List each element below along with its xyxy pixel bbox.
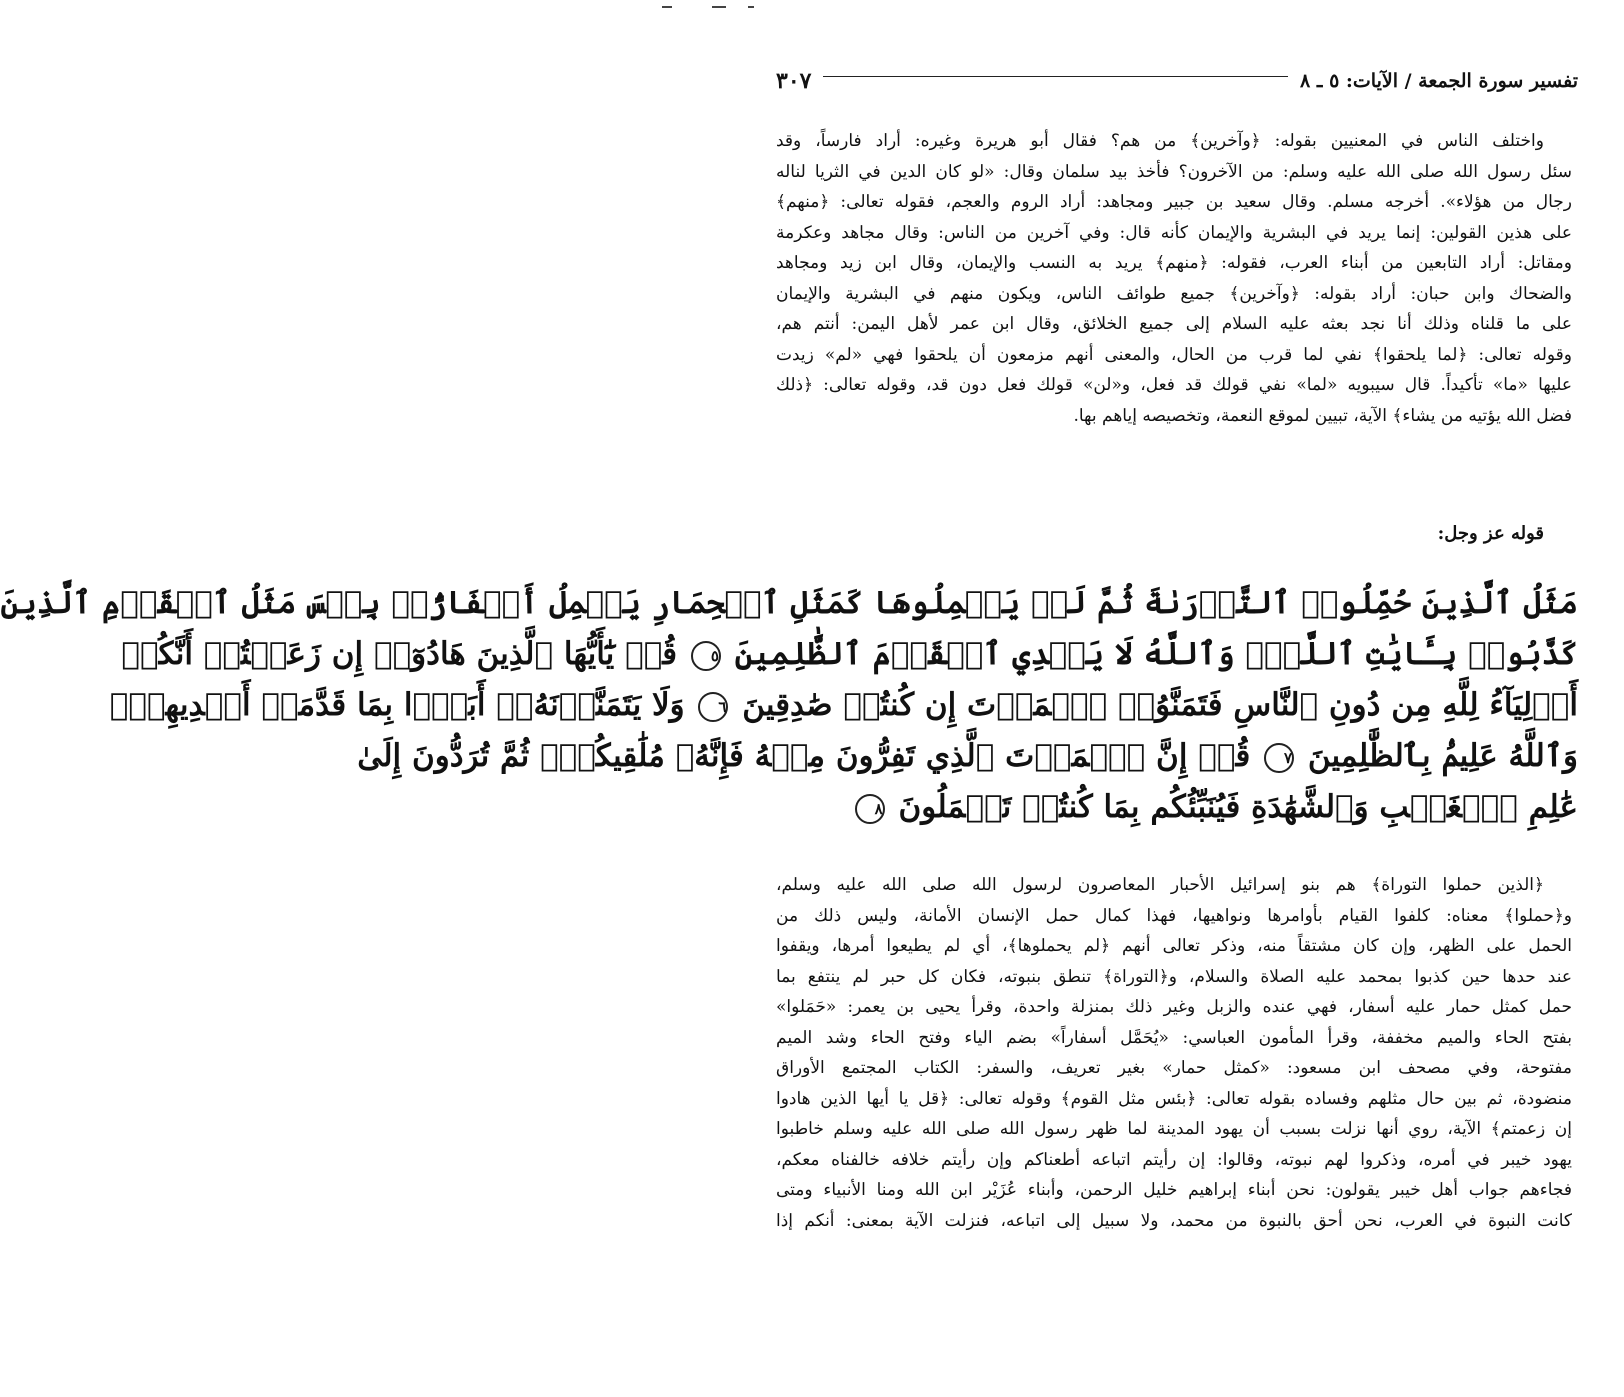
quran-text: قُلۡ إِنَّ ٱلۡمَوۡتَ ٱلَّذِي تَفِرُّونَ مِنۡهُ فَإِنَّهُۥ مُلَٰقِيكُمۡۖ ثُمَّ تُرَدُّونَ إِلَىٰ <box>357 738 1251 774</box>
scan-mark <box>662 6 672 8</box>
page-number: ٣٠٧ <box>776 68 812 94</box>
quran-text: وَٱللَّهُ عَلِيمُۢ بِٱلظَّٰلِمِينَ <box>1307 738 1578 774</box>
text-line: ومقاتل: أراد التابعين من أبناء العرب، فقوله: ﴿منهم﴾ يريد به النسب والإيمان، وقال ابن زيد ومجاهد <box>776 253 1572 273</box>
quran-line <box>109 680 1578 731</box>
quran-text: عَٰلِمِ ٱلۡغَيۡبِ وَٱلشَّهَٰدَةِ فَيُنَبِّئُكُم بِمَا كُنتُمۡ تَعۡمَلُونَ <box>898 789 1578 825</box>
scan-mark <box>712 6 726 8</box>
quran-text: قُلۡ يَٰٓأَيُّهَا ٱلَّذِينَ هَادُوٓا۟ إِن زَعَمۡتُمۡ أَنَّكُمۡ <box>121 636 678 672</box>
text-line: على ما قلناه وذلك أنا نجد بعثه عليه السلام إلى جميع الخلائق، وقال ابن عمر لأهل اليمن: أنتم هم، <box>776 314 1572 334</box>
text-line: و﴿حملوا﴾ معناه: كلفوا القيام بأوامرها ونواهيها، فهذا كمال حمل الإنسان الأمانة، وليس ذلك من <box>776 905 1572 926</box>
commentary-top <box>776 126 1572 431</box>
quran-text: وَلَا يَتَمَنَّوۡنَهُۥٓ أَبَدَۢا بِمَا قَدَّمَتۡ أَيۡدِيهِمۡۚ <box>109 687 685 723</box>
verse-number-marker: ٧ <box>1264 743 1294 773</box>
text-line: كانت النبوة في العرب، نحن أحق بالنبوة من محمد، ولا سبيل إلى اتباعه، فنزلت الآية بمعنى: أنكم إذا <box>776 1210 1572 1231</box>
text-line: على هذين القولين: إنما يريد في البشرية والإيمان كأنه قال: وفي آخرين من الناس: وقال مجاهد وعكرمة <box>776 222 1572 243</box>
quran-text: كَذَّبُوا۟ بِـَٔايَٰتِ ٱللَّهِۚ وَٱللَّهُ لَا يَهۡدِي ٱلۡقَوۡمَ ٱلظَّٰلِمِينَ <box>734 636 1578 672</box>
text-line: فجاءهم جواب أهل خيبر يقولون: نحن أبناء إبراهيم خليل الرحمن، وأبناء عُزَيْر ابن الله ومنا الأنبياء ومتى <box>776 1180 1572 1200</box>
quran-text: أَوۡلِيَآءُ لِلَّهِ مِن دُونِ ٱلنَّاسِ فَتَمَنَّوُا۟ ٱلۡمَوۡتَ إِن كُنتُمۡ صَٰدِقِينَ <box>742 687 1578 723</box>
quran-line <box>121 629 1578 680</box>
text-line: رجال من هؤلاء». أخرجه مسلم. وقال سعيد بن جبير ومجاهد: أراد الروم والعجم، فقوله تعالى: ﴿منهم﴾ <box>776 192 1572 212</box>
verse-number-marker: ٨ <box>855 794 885 824</box>
text-line: وقوله تعالى: ﴿لما يلحقوا﴾ نفي لما قرب من الحال، والمعنى أنهم مزمعون أن يلحقوا فهي «لم» زيدت <box>776 344 1572 365</box>
quran-line <box>357 731 1578 782</box>
text-line: منضودة، ثم بين حال مثلهم وفساده بقوله تعالى: ﴿بئس مثل القوم﴾ وقوله تعالى: ﴿قل يا أيها الذين هادوا <box>776 1088 1572 1109</box>
text-line: حمل كمثل حمار عليه أسفار، فهي عنده والزبل وغير ذلك بمنزلة واحدة، وقرأ يحيى بن يعمر: «حَمَلوا» <box>776 997 1572 1017</box>
text-line: سئل رسول الله صلى الله عليه وسلم: من الآخرون؟ فأخذ بيد سلمان وقال: «لو كان الدين في الثريا لناله <box>776 161 1572 182</box>
text-line: إن زعمتم﴾ الآية، روي أنها نزلت بسبب أن يهود المدينة لما ظهر رسول الله صلى الله عليه وسلم خاطبوا <box>776 1119 1572 1139</box>
text-line: مفتوحة، وفي مصحف ابن مسعود: «كمثل حمار» بغير تعريف، والسفر: الكتاب المجتمع الأوراق <box>776 1058 1572 1078</box>
running-header <box>776 66 1578 96</box>
section-lead: قوله عز وجل: <box>1437 523 1544 544</box>
text-line: ﴿الذين حملوا التوراة﴾ هم بنو إسرائيل الأحبار المعاصرون لرسول الله صلى الله عليه وسلم، <box>776 875 1544 895</box>
quran-line <box>766 782 1578 833</box>
header-rule <box>823 66 1288 77</box>
text-line: عند حدها حين كذبوا بمحمد عليه الصلاة والسلام، و﴿التوراة﴾ تنطق بنبوته، فكان كل حبر لم ينتفع بما <box>776 966 1572 987</box>
verse-number-marker: ٥ <box>691 641 721 671</box>
quran-verses <box>0 578 1578 833</box>
text-line: فضل الله يؤتيه من يشاء﴾ الآية، تبيين لموقع النعمة، وتخصيصه إياهم بها. <box>1073 405 1572 426</box>
text-line: والضحاك وابن حبان: أراد بقوله: ﴿وآخرين﴾ جميع طوائف الناس، ويكون منهم في البشرية والإيمان <box>776 283 1572 304</box>
quran-text: مَثَلُ ٱلَّذِينَ حُمِّلُوا۟ ٱلتَّوۡرَىٰةَ ثُمَّ لَمۡ يَحۡمِلُوهَا كَمَثَلِ ٱلۡحِمَارِ يَحۡمِلُ أَسۡفَارًۢاۚ بِئۡسَ مَثَلُ ٱلۡقَوۡمِ ٱلَّذِينَ <box>0 585 1578 621</box>
commentary-bottom <box>776 870 1572 1236</box>
text-line: بفتح الحاء والميم مخففة، وقرأ المأمون العباسي: «يُحَمَّل أسفاراً» بضم الياء وفتح الحاء وشد الميم <box>776 1027 1572 1048</box>
text-line: عليها «ما» تأكيداً. قال سيبويه «لما» نفي قولك قد فعل، و«لن» قولك فعل دون قد، وقوله تعالى: ﴿ذلك <box>776 375 1572 395</box>
quran-line <box>0 578 1578 629</box>
scan-mark <box>748 6 754 8</box>
text-line: يهود خيبر في أمره، وذكروا لهم نبوته، وقالوا: إن رأيتم اتباعه أطعناكم وإن رأيتم خلافه خالفناه معكم، <box>776 1149 1572 1170</box>
verse-number-marker: ٦ <box>698 692 728 722</box>
running-title: تفسير سورة الجمعة / الآيات: ٥ ـ ٨ <box>1300 70 1578 92</box>
text-line: الحمل على الظهر، وإن كان مشتقاً منه، وذكر تعالى أنهم ﴿لم يحملوها﴾، أي لم يطيعوا أمرها، ويقفوا <box>776 936 1572 956</box>
text-line: واختلف الناس في المعنيين بقوله: ﴿وآخرين﴾ من هم؟ فقال أبو هريرة وغيره: أراد فارساً، وقد <box>776 131 1544 151</box>
